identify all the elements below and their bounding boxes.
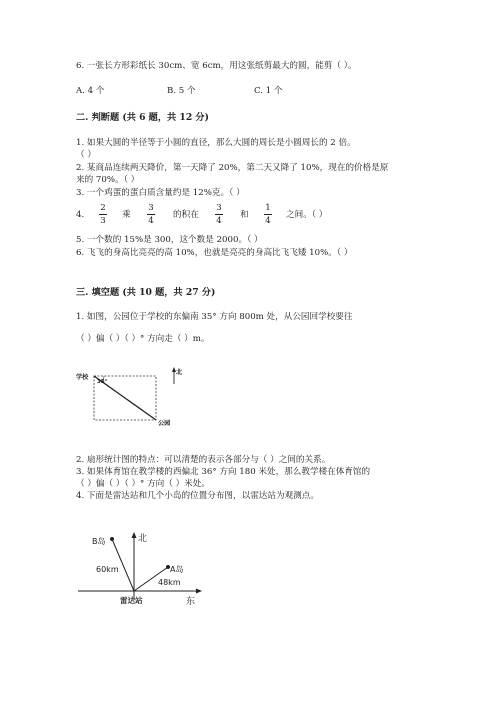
north-label: 北 — [138, 534, 148, 544]
fill-q3-line2: （ ）偏（ ）（ ）° 方向（ ）米处。 — [76, 479, 210, 489]
judge-q4-and: 和 — [240, 210, 249, 220]
judge-q4-tail: 之间。（ ） — [286, 210, 328, 220]
b-island-label: B岛 — [92, 537, 106, 546]
judge-q1-line2: （ ） — [76, 150, 96, 160]
question-6-stem: 6. 一张长方形彩纸长 30cm、宽 6cm，用这张纸剪最大的圆，能剪（ ）。 — [76, 61, 357, 71]
b-distance-label: 60km — [96, 565, 119, 574]
fraction-one-quarter: 1 4 — [265, 203, 271, 226]
fill-q1-line1: 1. 如图，公园位于学校的东偏南 35° 方向 800m 处，从公园回学校要往 — [76, 312, 353, 322]
fill-q3-line1: 3. 如果体育馆在教学楼的西偏北 36° 方向 180 米处，那么教学楼在体育馆的 — [76, 467, 371, 477]
fill-q1-line2: （ ）偏（ ）（ ）° 方向走（ ）m。 — [76, 334, 210, 344]
b-island-point — [110, 537, 114, 541]
school-label: 学校 — [76, 374, 89, 381]
option-b: B. 5 个 — [167, 86, 196, 96]
radar-station-label: 雷达站 — [120, 596, 143, 605]
judge-q2-line1: 2. 某商品连续两天降价，第一天降了 20%，第二天又降了 10%，现在的价格是原 — [76, 163, 389, 173]
judge-q4-multiply: 乘 — [122, 210, 131, 220]
option-a: A. 4 个 — [76, 86, 105, 96]
fill-q2: 2. 扇形统计图的特点：可以清楚的表示各部分与（ ）之间的关系。 — [76, 455, 331, 465]
judge-q4-number: 4. — [76, 210, 85, 220]
east-arrowhead-icon — [196, 589, 202, 594]
fraction-two-thirds: 2 3 — [100, 203, 106, 226]
option-c: C. 1 个 — [254, 86, 283, 96]
fraction-three-quarters-2: 3 4 — [216, 203, 222, 226]
radar-station-figure — [74, 522, 214, 614]
judge-q4-product-text: 的积在 — [173, 210, 199, 220]
judge-q2-line2: 来的 70%。（ ） — [76, 175, 140, 185]
east-label: 东 — [186, 597, 196, 607]
judge-q5: 5. 一个数的 15%是 300，这个数是 2000。（ ） — [76, 235, 263, 245]
judge-q1-line1: 1. 如果大圆的半径等于小圆的直径，那么大圆的周长是小圆周长的 2 倍。 — [76, 138, 356, 148]
north-arrowhead-icon — [132, 532, 137, 538]
judge-q6: 6. 飞飞的身高比亮亮的高 10%，也就是亮亮的身高比飞飞矮 10%。（ ） — [76, 248, 353, 258]
a-island-label: A岛 — [170, 565, 184, 574]
angle-label: 35° — [97, 379, 108, 385]
fraction-three-quarters: 3 4 — [148, 203, 154, 226]
school-park-figure — [74, 362, 194, 432]
judge-q3: 3. 一个鸡蛋的蛋白质含量约是 12%克。（ ） — [76, 188, 245, 198]
fill-q4: 4. 下面是雷达站和几个小岛的位置分布图，以雷达站为观测点。 — [76, 491, 319, 501]
a-distance-label: 48km — [158, 578, 181, 587]
section-3-title: 三. 填空题 (共 10 题，共 27 分) — [76, 287, 216, 298]
north-label: 北 — [176, 369, 183, 376]
park-label: 公园 — [158, 420, 171, 427]
section-2-title: 二. 判断题 (共 6 题，共 12 分) — [76, 112, 209, 123]
